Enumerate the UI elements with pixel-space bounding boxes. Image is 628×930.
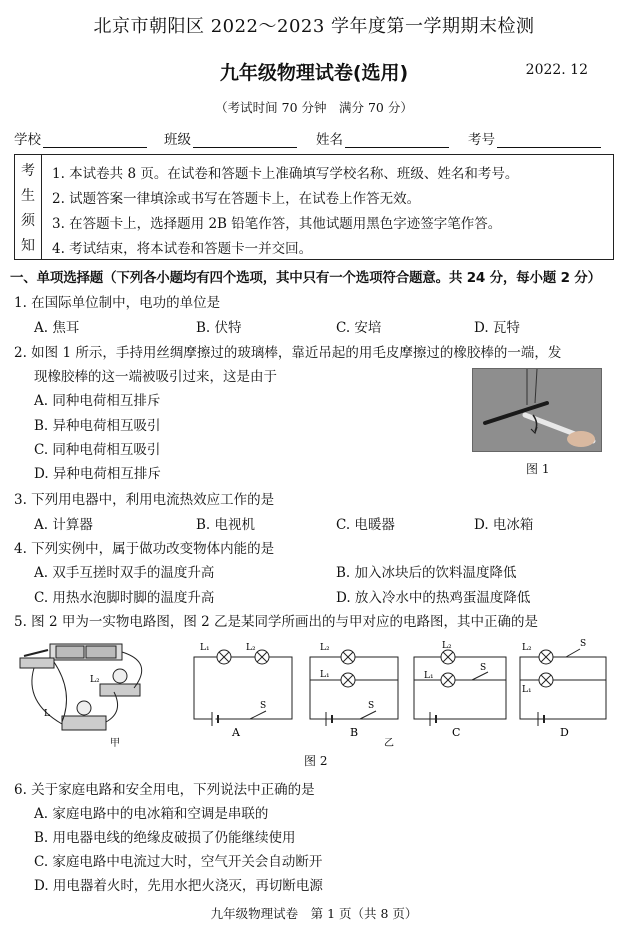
q1-option-a[interactable]: A. 焦耳 [34,320,80,336]
exam-number-label: 考号 [468,132,495,148]
a-s-label: S [260,701,267,711]
name-label: 姓名 [316,132,343,148]
exam-subtitle: 九年级物理试卷(选用) [219,62,409,84]
q2-option-d[interactable]: D. 异种电荷相互排斥 [34,466,161,482]
figure-1-photo [472,368,602,452]
figure-2-caption: 图 2 [304,754,328,768]
q6-option-c[interactable]: C. 家庭电路中电流过大时，空气开关会自动断开 [34,854,323,870]
q4-option-d[interactable]: D. 放入冷水中的热鸡蛋温度降低 [336,590,531,606]
exam-info: （考试时间 70 分钟 满分 70 分） [215,100,413,115]
q1-option-c[interactable]: C. 安培 [336,320,382,336]
exam-title: 北京市朝阳区 2022～2023 学年度第一学期期末检测 [93,16,535,37]
jia-l2-label: L₂ [90,675,100,685]
jia-l1-label: L [44,709,50,719]
d-l1-label: L₁ [522,685,532,695]
candidate-notice-box [14,154,614,260]
b-l2-label: L₂ [320,643,330,653]
notice-item: 3. 在答题卡上，选择题用 2B 铅笔作答，其他试题用黑色字迹签字笔作答。 [52,215,502,232]
q2-option-c[interactable]: C. 同种电荷相互吸引 [34,442,161,458]
q4-option-c[interactable]: C. 用热水泡脚时脚的温度升高 [34,590,215,606]
notice-label: 考 生 须 知 [15,155,42,259]
notice-item: 2. 试题答案一律填涂或书写在答题卡上，在试卷上作答无效。 [52,190,421,207]
figure-2-circuits [14,632,614,752]
q2-option-a[interactable]: A. 同种电荷相互排斥 [34,393,161,409]
b-l1-label: L₁ [320,670,330,680]
question-5-stem: 5. 图 2 甲为一实物电路图，图 2 乙是某同学所画出的与甲对应的电路图，其中正确的是 [14,614,539,630]
circuit-c [414,650,506,726]
question-3-stem: 3. 下列用电器中，利用电流热效应工作的是 [14,492,275,508]
a-l1-label: L₁ [200,643,210,653]
q3-option-b[interactable]: B. 电视机 [196,517,256,533]
q1-option-b[interactable]: B. 伏特 [196,320,242,336]
circuit-d [520,649,606,726]
notice-item: 1. 本试卷共 8 页。在试卷和答题卡上准确填写学校名称、班级、姓名和考号。 [52,165,519,182]
yi-label: 乙 [384,738,394,749]
c-l1-label: L₁ [424,671,434,681]
name-field[interactable] [316,128,468,148]
question-2-stem-line1: 2. 如图 1 所示，手持用丝绸摩擦过的玻璃棒，靠近吊起的用毛皮摩擦过的橡胶棒的一端，发 [14,345,562,361]
question-4-stem: 4. 下列实例中，属于做功改变物体内能的是 [14,541,275,557]
circuit-a [194,650,292,726]
q6-option-d[interactable]: D. 用电器着火时，先用水把火浇灭，再切断电源 [34,878,323,894]
q6-option-a[interactable]: A. 家庭电路中的电冰箱和空调是串联的 [34,806,269,822]
q4-option-a[interactable]: A. 双手互搓时双手的温度升高 [34,565,215,581]
circuit-c-label: C [452,726,461,739]
circuit-a-label: A [232,726,240,739]
q3-option-d[interactable]: D. 电冰箱 [474,517,534,533]
q4-option-b[interactable]: B. 加入冰块后的饮料温度降低 [336,565,517,581]
question-1-stem: 1. 在国际单位制中，电功的单位是 [14,295,221,311]
circuit-b-label: B [350,726,359,739]
figure-1-caption: 图 1 [526,462,550,476]
section-heading: 一、单项选择题（下列各小题均有四个选项，其中只有一个选项符合题意。共 24 分，每小题 2 分） [10,270,601,286]
c-l2-label: L₂ [442,641,452,651]
q2-option-b[interactable]: B. 异种电荷相互吸引 [34,418,161,434]
page-footer: 九年级物理试卷 第 1 页（共 8 页） [210,906,418,921]
q3-option-a[interactable]: A. 计算器 [34,517,93,533]
question-2-stem-line2: 现橡胶棒的这一端被吸引过来，这是由于 [34,369,277,385]
school-field[interactable] [14,128,164,148]
school-label: 学校 [14,132,41,148]
q1-option-d[interactable]: D. 瓦特 [474,320,520,336]
a-l2-label: L₂ [246,643,256,653]
circuit-d-label: D [560,726,569,739]
physical-circuit-jia [20,644,142,730]
c-s-label: S [480,663,487,673]
q3-option-c[interactable]: C. 电暖器 [336,517,395,533]
rod-attraction-illustration [473,369,601,451]
circuit-b [310,650,398,726]
question-6-stem: 6. 关于家庭电路和安全用电，下列说法中正确的是 [14,782,315,798]
b-s-label: S [368,701,375,711]
d-l2-label: L₂ [522,643,532,653]
notice-items [42,155,613,259]
notice-item: 4. 考试结束，将本试卷和答题卡一并交回。 [52,240,313,257]
q6-option-b[interactable]: B. 用电器电线的绝缘皮破损了仍能继续使用 [34,830,296,846]
class-label: 班级 [164,132,191,148]
exam-date: 2022. 12 [525,62,588,78]
jia-label: 甲 [110,738,120,749]
student-info-fields [14,128,614,148]
class-field[interactable] [164,128,316,148]
d-s-label: S [580,639,587,649]
exam-number-field[interactable] [468,128,614,148]
